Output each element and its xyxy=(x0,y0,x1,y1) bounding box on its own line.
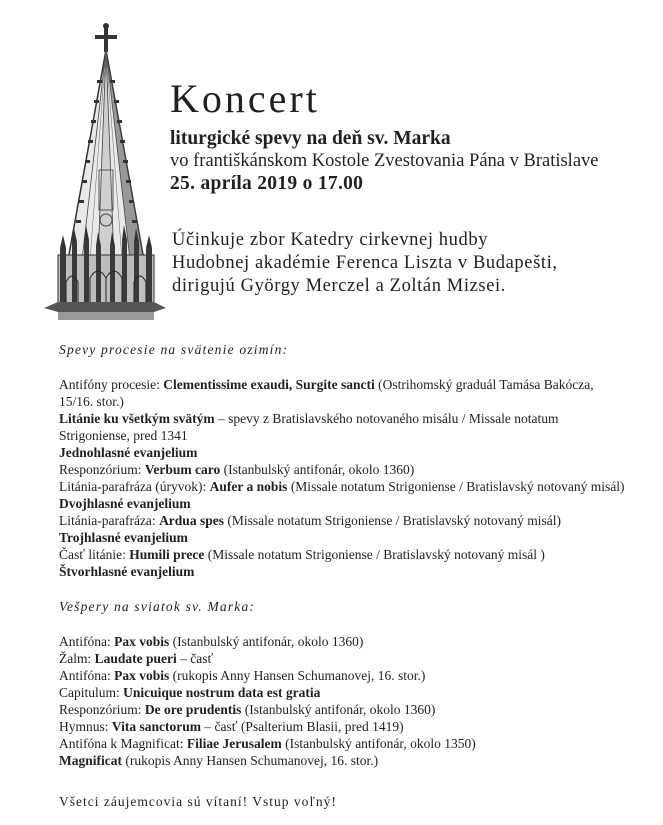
item-prefix: Capitulum: xyxy=(59,685,124,700)
item-source: (rukopis Anny Hansen Schumanovej, 16. stor.) xyxy=(169,668,426,683)
item-source: (Ostrihomský graduál Tamása Bakócza, xyxy=(374,377,594,392)
section-heading-vespers: Vešpery na sviatok sv. Marka: xyxy=(59,599,256,614)
item-prefix: Litánia-parafráza (úryvok): xyxy=(59,479,210,494)
item-title: Aufer a nobis xyxy=(209,479,288,494)
item-source: (Missale notatum Strigoniense / Bratislavský notovaný misál) xyxy=(287,479,625,494)
performers-line: dirigujú György Merczel a Zoltán Mizsei. xyxy=(172,276,506,296)
item-title: Verbum caro xyxy=(144,462,221,477)
item-title: Humili prece xyxy=(129,547,205,562)
program-item xyxy=(59,752,649,769)
program-item xyxy=(59,667,649,684)
footer-note: Všetci záujemcovia sú vítaní! Vstup voľný! xyxy=(59,794,337,809)
item-source: (rukopis Anny Hansen Schumanovej, 16. stor.) xyxy=(122,753,379,768)
concert-header xyxy=(170,76,650,196)
item-title: Jednohlasné evanjelium xyxy=(59,445,198,460)
program-item xyxy=(59,546,649,563)
program-item xyxy=(59,410,649,444)
item-source: (Istanbulský antifonár, okolo 1360) xyxy=(241,702,436,717)
item-title: Dvojhlasné evanjelium xyxy=(59,496,191,511)
item-title: Litánie ku všetkým svätým xyxy=(59,411,215,426)
concert-venue: vo františkánskom Kostole Zvestovania Pána v Bratislave xyxy=(170,151,599,171)
item-prefix: Antifóna: xyxy=(59,668,115,683)
item-title: Pax vobis xyxy=(114,668,170,683)
program-item xyxy=(59,684,649,701)
item-source: – časť xyxy=(176,651,214,666)
item-prefix: Antifóna k Magnificat: xyxy=(59,736,187,751)
program-item xyxy=(59,495,649,512)
program-item xyxy=(59,701,649,718)
item-prefix: Časť litánie: xyxy=(59,547,130,562)
program-item xyxy=(59,376,649,410)
program-item xyxy=(59,444,649,461)
section-heading-procession: Spevy procesie na svätenie ozimín: xyxy=(59,342,289,357)
item-prefix: Responzórium: xyxy=(59,702,145,717)
item-source-cont: Strigoniense, pred 1341 xyxy=(59,428,188,443)
program-item xyxy=(59,633,649,650)
concert-date: 25. apríla 2019 o 17.00 xyxy=(170,173,364,194)
item-source-cont: 15/16. stor.) xyxy=(59,394,124,409)
performers-line: Účinkuje zbor Katedry cirkevnej hudby xyxy=(172,230,489,250)
item-source: (Missale notatum Strigoniense / Bratislavský notovaný misál ) xyxy=(204,547,545,562)
program-item xyxy=(59,461,649,478)
item-prefix: Antifóna: xyxy=(59,634,115,649)
item-title: Magnificat xyxy=(59,753,122,768)
program-item xyxy=(59,718,649,735)
item-prefix: Litánia-parafráza: xyxy=(59,513,160,528)
page-title: Koncert xyxy=(170,76,320,121)
program-item xyxy=(59,529,649,546)
item-prefix: Antifóny procesie: xyxy=(59,377,164,392)
item-title: De ore prudentis xyxy=(144,702,242,717)
item-source: (Istanbulský antifonár, okolo 1360) xyxy=(169,634,364,649)
program-item xyxy=(59,563,649,580)
item-title: Ardua spes xyxy=(159,513,224,528)
item-source: – spevy z Bratislavského notovaného misálu / Missale notatum xyxy=(214,411,559,426)
program-item xyxy=(59,735,649,752)
item-title: Pax vobis xyxy=(114,634,170,649)
item-title: Laudate pueri xyxy=(94,651,177,666)
performers-line: Hudobnej akadémie Ferenca Liszta v Budapešti, xyxy=(172,253,558,273)
item-prefix: Hymnus: xyxy=(59,719,112,734)
item-prefix: Responzórium: xyxy=(59,462,145,477)
item-title: Trojhlasné evanjelium xyxy=(59,530,188,545)
concert-subtitle: liturgické spevy na deň sv. Marka xyxy=(170,128,451,149)
item-prefix: Žalm: xyxy=(59,651,95,666)
program-list xyxy=(59,341,649,769)
item-title: Filiae Jerusalem xyxy=(186,736,282,751)
church-spire-icon xyxy=(44,20,166,320)
item-title: Unicuique nostrum data est gratia xyxy=(123,685,321,700)
program-item xyxy=(59,478,649,495)
item-title: Clementissime exaudi, Surgite sancti xyxy=(163,377,375,392)
item-source: – časť (Psalterium Blasii, pred 1419) xyxy=(201,719,404,734)
performers-block xyxy=(172,229,652,298)
program-item xyxy=(59,650,649,667)
item-source: (Missale notatum Strigoniense / Bratislavský notovaný misál) xyxy=(223,513,562,528)
item-source: (Istanbulský antifonár, okolo 1360) xyxy=(220,462,415,477)
program-item xyxy=(59,512,649,529)
item-title: Štvorhlasné evanjelium xyxy=(59,564,195,579)
item-title: Vita sanctorum xyxy=(111,719,202,734)
item-source: (Istanbulský antifonár, okolo 1350) xyxy=(281,736,476,751)
